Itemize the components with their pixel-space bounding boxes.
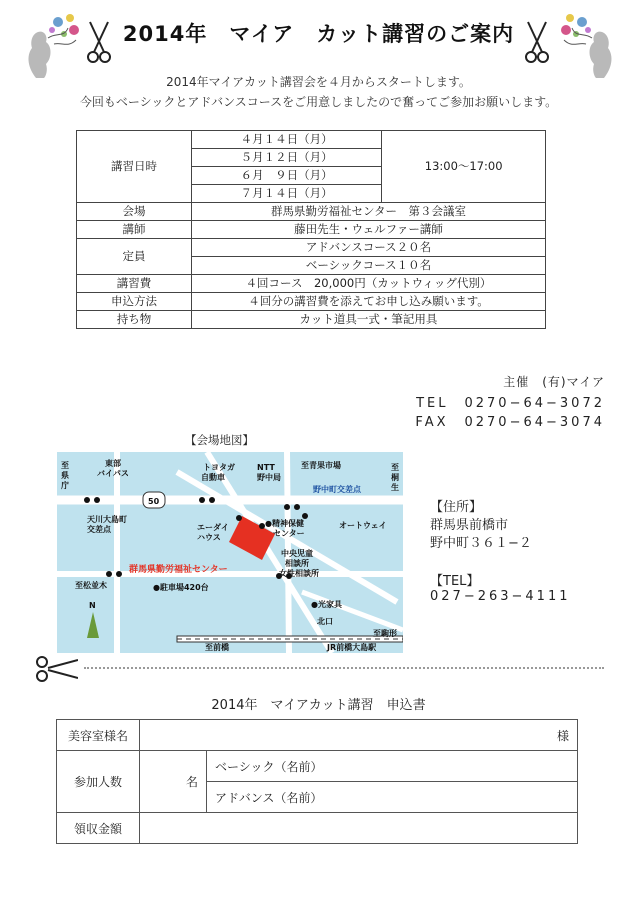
address-line1: 群馬県前橋市 (430, 518, 509, 533)
receipt-label: 領収金額 (57, 813, 140, 844)
map-label-ntt: NTT (257, 463, 275, 472)
map-label-venue: 群馬県勤労福祉センター (129, 565, 228, 575)
venue-map (57, 452, 403, 653)
map-label-kiryu: 至 (391, 463, 399, 472)
apply-cell: ４回分の講習費を添えてお申し込み願います。 (192, 293, 546, 311)
svg-text:ハウス: ハウス (197, 533, 221, 542)
map-label-toyota2: 自動車 (201, 473, 225, 482)
count-unit: 名 (186, 751, 207, 813)
map-label-edai: エーダイ (197, 523, 229, 532)
compass-icon (87, 612, 99, 638)
bring-cell: カット道具一式・筆記用具 (192, 311, 546, 329)
capacity-basic-cell: ベーシックコース１０名 (192, 257, 546, 275)
date-cell: ５月１２日（月） (192, 149, 382, 167)
table-row (77, 131, 546, 149)
page-title: 2014年 マイア カット講習のご案内 (122, 22, 515, 46)
date-cell: ７月１４日（月） (192, 185, 382, 203)
date-cell: ６月 ９日（月） (192, 167, 382, 185)
map-label-ntt2: 野中局 (257, 473, 281, 482)
intro-line-2: 今回もベーシックとアドバンスコースをご用意しましたので奮ってご参加お願いします。 (79, 95, 558, 109)
address-line2: 野中町３６１−２ (430, 536, 532, 551)
venue-cell: 群馬県勤労福祉センター 第３会議室 (192, 203, 546, 221)
map-label-amagawa: 天川大島町 (87, 515, 127, 524)
table-row (77, 203, 546, 221)
table-row (57, 751, 578, 782)
svg-text:センター: センター (273, 529, 305, 538)
map-label-maebashi: 至前橋 (205, 643, 229, 652)
label-bring: 持ち物 (77, 311, 192, 329)
svg-text:相談所: 相談所 (285, 559, 309, 568)
label-venue: 会場 (77, 203, 192, 221)
map-caption: 【会場地図】 (185, 433, 254, 447)
basic-label: ベーシック（名前） (215, 759, 323, 774)
svg-text:生: 生 (391, 483, 399, 492)
map-label-oateway: オートウェイ (339, 521, 387, 530)
svg-text:交差点: 交差点 (87, 525, 111, 534)
organizer-tel: TEL 0270−64−3072 (416, 396, 605, 411)
intro-line-1: 2014年マイアカット講習会を４月からスタートします。 (166, 75, 471, 89)
map-label-komagata: 至駒形 (373, 629, 397, 638)
svg-text:県: 県 (61, 471, 69, 480)
scissors-icon (34, 654, 78, 688)
right-decoration (552, 8, 622, 80)
map-label-kouka: ●光家具 (311, 600, 342, 609)
scissors-icon (524, 20, 550, 68)
map-label-route50: 50 (148, 497, 160, 506)
address-tel: 027−263−4111 (430, 589, 571, 604)
map-label-kenchou: 至 (61, 461, 69, 470)
svg-text:桐: 桐 (391, 473, 399, 482)
table-row (57, 813, 578, 844)
map-label-nonaka: 野中町交差点 (313, 485, 361, 494)
fee-cell: ４回コース 20,000円（カットウィッグ代別） (192, 275, 546, 293)
svg-text:女性相談所: 女性相談所 (279, 569, 319, 578)
salon-label: 美容室様名 (57, 720, 140, 751)
label-dates: 講習日時 (77, 131, 192, 203)
count-label: 参加人数 (57, 751, 140, 813)
map-label-matsu: 至松並木 (75, 581, 107, 590)
salon-input[interactable] (140, 720, 578, 751)
schedule-table (76, 130, 546, 329)
count-input[interactable] (140, 751, 187, 813)
salon-suffix: 様 (556, 728, 569, 743)
organizer-host: 主催 (有)マイア (503, 375, 605, 389)
address-label: 【住所】 (430, 500, 483, 515)
map-label-toyota: トヨタガ (203, 463, 235, 472)
label-capacity: 定員 (77, 239, 192, 275)
cut-line (84, 667, 604, 669)
basic-name-input[interactable] (207, 751, 578, 782)
map-label-bypass: バイパス (97, 469, 129, 478)
table-row (77, 311, 546, 329)
silhouette-flower-icon (552, 8, 622, 80)
address-tel-label: 【TEL】 (430, 574, 480, 589)
map-label-chuo: 中央児童 (281, 549, 313, 558)
map-label-kitaguchi: 北口 (317, 617, 333, 626)
instructor-cell: 藤田先生・ウェルファー講師 (192, 221, 546, 239)
date-cell: ４月１４日（月） (192, 131, 382, 149)
label-apply: 申込方法 (77, 293, 192, 311)
map-graphic (57, 452, 403, 653)
map-label-aomori: 至青果市場 (301, 461, 341, 470)
table-row (77, 239, 546, 257)
time-cell: 13:00～17:00 (382, 131, 546, 203)
svg-text:庁: 庁 (61, 481, 69, 490)
table-row (77, 293, 546, 311)
table-row (57, 720, 578, 751)
receipt-input[interactable] (140, 813, 578, 844)
application-form (56, 719, 578, 844)
map-label-tobu: 東部 (105, 459, 121, 468)
map-label-north: N (89, 601, 96, 610)
advance-name-input[interactable] (207, 782, 578, 813)
label-fee: 講習費 (77, 275, 192, 293)
table-row (77, 221, 546, 239)
map-label-seishin: ●精神保健 (265, 519, 304, 528)
map-label-station: JR前橋大島駅 (327, 643, 377, 652)
label-instructor: 講師 (77, 221, 192, 239)
organizer-fax: FAX 0270−64−3074 (415, 415, 605, 430)
map-label-parking: ●駐車場420台 (153, 583, 209, 592)
capacity-advance-cell: アドバンスコース２０名 (192, 239, 546, 257)
advance-label: アドバンス（名前） (215, 790, 323, 805)
table-row (77, 275, 546, 293)
form-title: 2014年 マイアカット講習 申込書 (211, 698, 426, 713)
